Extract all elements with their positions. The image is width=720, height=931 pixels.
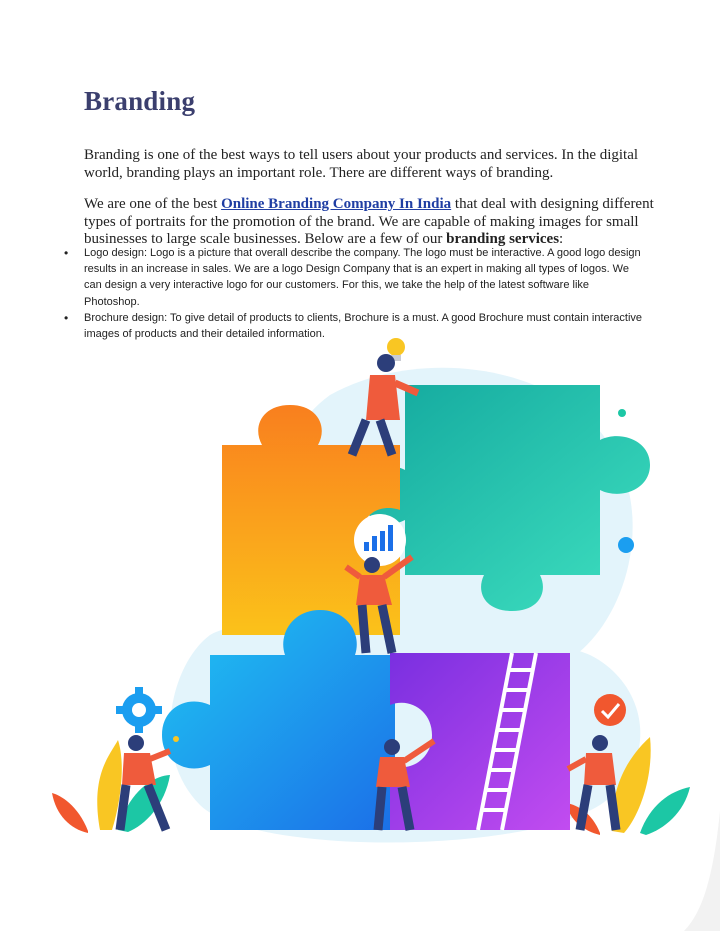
services-text-start: We are one of the best [84,196,222,212]
gear-icon [116,687,162,733]
check-badge-icon [594,694,626,726]
page-curl [684,811,720,931]
puzzle-teamwork-illustration [0,335,720,895]
branding-company-link[interactable]: Online Branding Company In India [221,196,452,212]
services-text-end: : [559,231,564,247]
bar-chart-icon [354,514,406,566]
services-list [84,245,644,342]
list-item-logo-design: • Logo design: Logo is a picture that overall describe the company. The logo must be interactive. A good logo design results in an increase in sales. We are a logo Design Company that is an expert in making all types of logos. We can design a very interactive logo for our customers. For this, we take the help of the latest software like Photoshop. [84,245,644,310]
intro-paragraph: Branding is one of the best ways to tell users about your products and services. In the digital world, branding plays an important role. There are different ways of branding. [84,147,639,181]
list-item-brochure-design: • Brochure design: To give detail of products to clients, Brochure is a must. A good Brochure must contain interactive images of products and their detailed information. [84,310,644,342]
page-title: Branding [84,86,196,116]
branding-services-bold: branding services [446,231,560,247]
services-text-middle: that deal with designing different types of portraits for the promotion of the brand. We are capable of making images for small businesses to large scale businesses. Below are a few of our [84,196,654,247]
services-paragraph [84,196,654,249]
